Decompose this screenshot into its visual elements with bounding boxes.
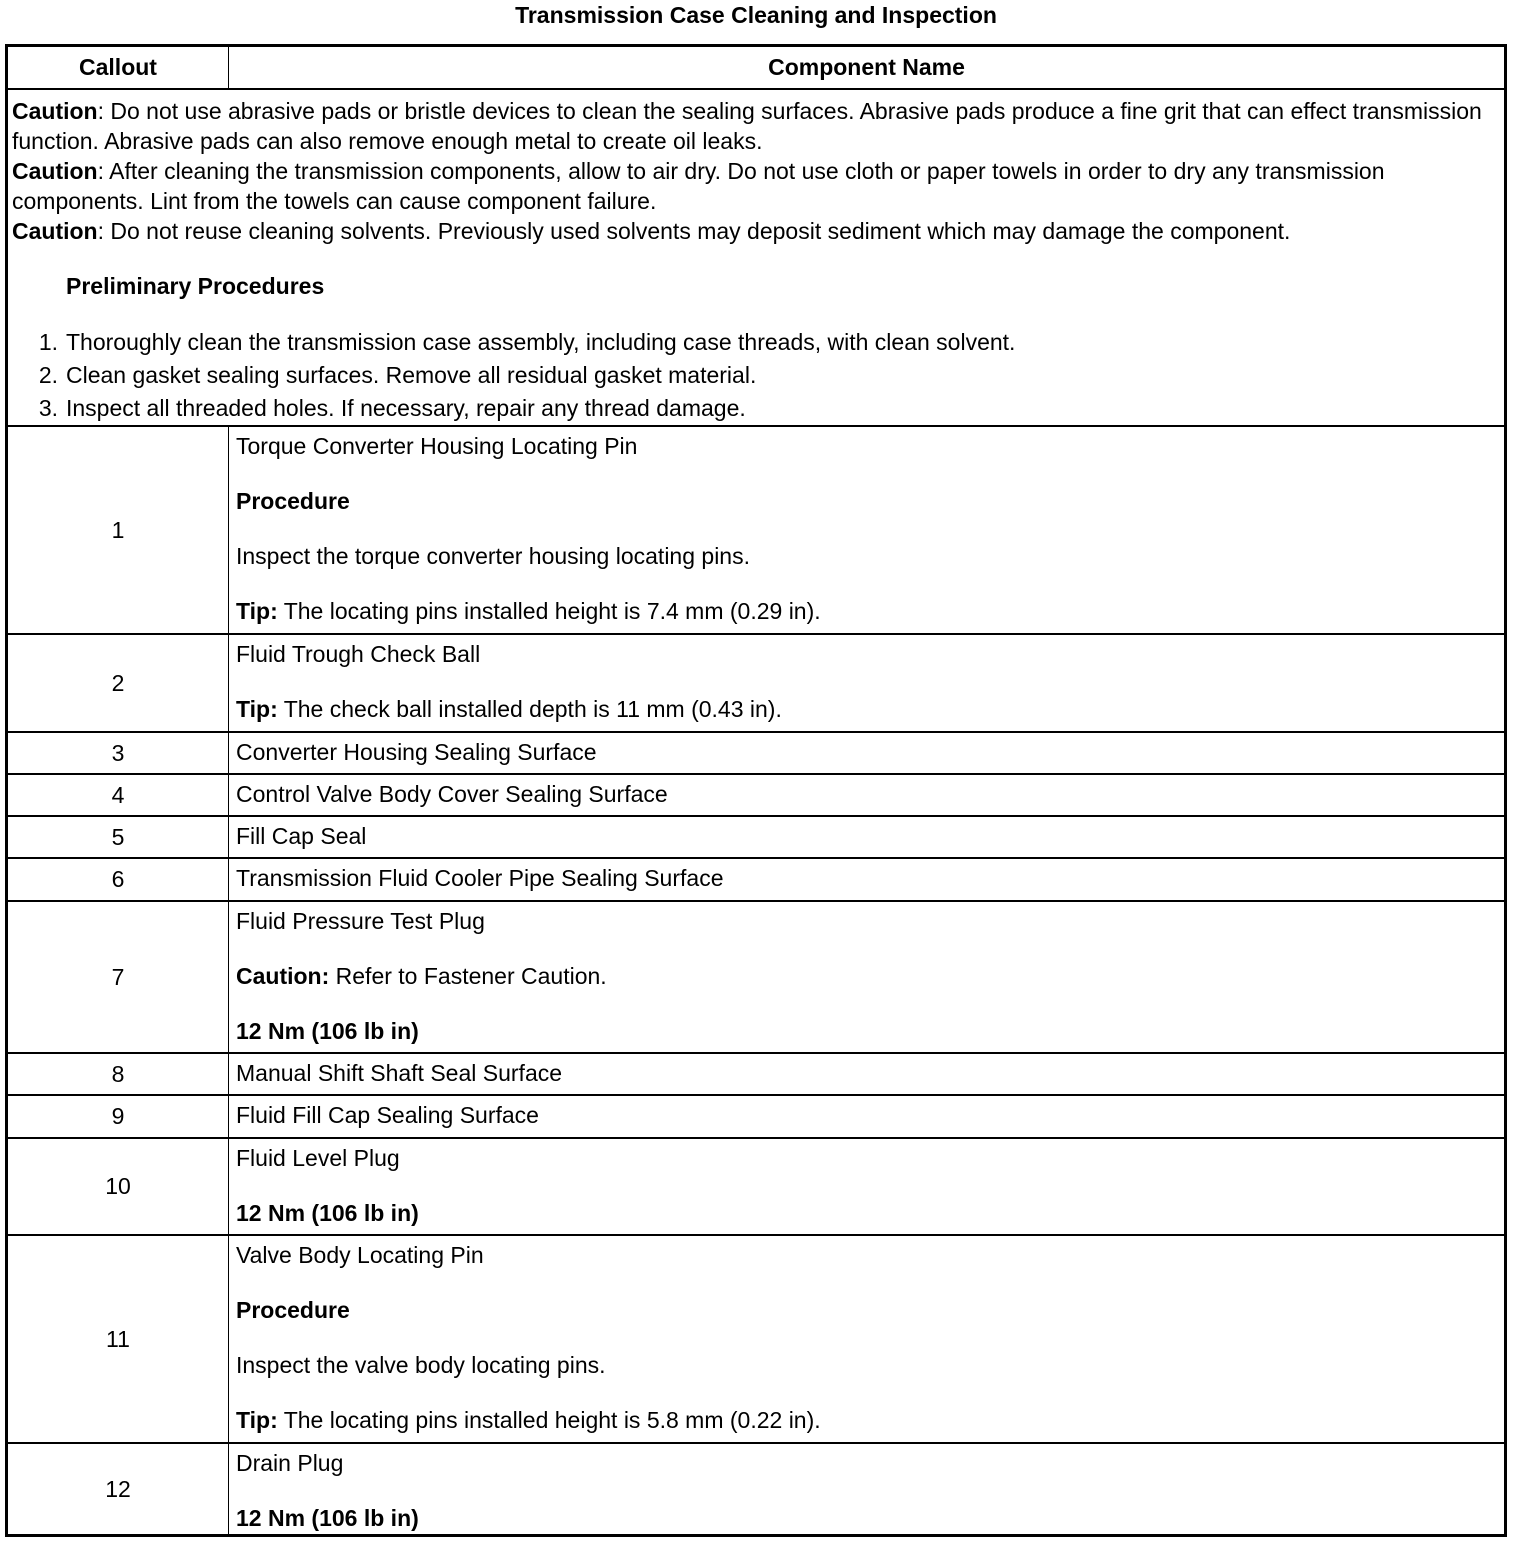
component-name: Transmission Fluid Cooler Pipe Sealing Surface [236, 865, 724, 891]
caution-label: Caution: [236, 963, 330, 989]
component-name: Converter Housing Sealing Surface [236, 739, 597, 765]
component-name: Fluid Fill Cap Sealing Surface [236, 1102, 539, 1128]
component-name: Fill Cap Seal [236, 823, 367, 849]
component-cell [228, 1139, 1504, 1234]
table-row [8, 815, 1504, 857]
caution-label: Caution [12, 218, 98, 244]
component-cell [228, 859, 1504, 900]
caution-note [12, 96, 1504, 156]
list-item [12, 326, 1504, 359]
list-item [12, 392, 1504, 425]
callout-number: 6 [111, 866, 125, 892]
callout-number: 11 [106, 1325, 130, 1352]
step-text: Thoroughly clean the transmission case assembly, including case threads, with clean solvent. [66, 329, 1016, 355]
tip-label: Tip: [236, 598, 278, 624]
table-row [8, 1442, 1504, 1534]
caution-note [12, 156, 1504, 216]
tip-note [236, 696, 1504, 723]
callout-number: 8 [111, 1060, 125, 1087]
callout-number: 7 [111, 963, 125, 990]
preliminary-steps-list [12, 326, 1504, 425]
component-cell [228, 775, 1504, 815]
caution-note [236, 963, 1504, 990]
component-name: Torque Converter Housing Locating Pin [236, 433, 638, 459]
component-name: Fluid Trough Check Ball [236, 641, 481, 667]
component-cell [228, 902, 1504, 1052]
callout-number: 10 [105, 1173, 131, 1199]
component-name: Drain Plug [236, 1450, 344, 1476]
component-cell [228, 1054, 1504, 1094]
step-number: 2. [38, 362, 58, 388]
table-row [8, 1094, 1504, 1137]
caution-text: : Do not use abrasive pads or bristle devices to clean the sealing surfaces. Abrasive pads produce a fine grit that can effect transmission function. Abrasive pads can also remove enough metal to create oil leaks. [12, 98, 1482, 154]
table-row [8, 1234, 1504, 1442]
step-text: Clean gasket sealing surfaces. Remove all residual gasket material. [66, 362, 757, 388]
step-number: 3. [38, 395, 58, 421]
tip-note [236, 1407, 1504, 1434]
table-row [8, 857, 1504, 900]
component-name: Valve Body Locating Pin [236, 1242, 484, 1268]
callout-column-header: Callout [79, 54, 157, 80]
table-row [8, 1052, 1504, 1094]
torque-spec: 12 Nm (106 lb in) [236, 1200, 419, 1226]
callout-number: 1 [111, 516, 125, 543]
tip-label: Tip: [236, 696, 278, 722]
component-name: Manual Shift Shaft Seal Surface [236, 1060, 563, 1086]
intro-section [8, 88, 1504, 425]
component-name: Fluid Pressure Test Plug [236, 908, 485, 934]
component-cell [228, 733, 1504, 773]
list-item [12, 359, 1504, 392]
table-header-row [8, 47, 1504, 88]
step-text: Inspect all threaded holes. If necessary, repair any thread damage. [66, 395, 746, 421]
document-title: Transmission Case Cleaning and Inspection [515, 2, 997, 28]
table-row [8, 731, 1504, 773]
tip-label: Tip: [236, 1407, 278, 1433]
torque-spec: 12 Nm (106 lb in) [236, 1018, 419, 1044]
component-name: Control Valve Body Cover Sealing Surface [236, 781, 668, 807]
table-row [8, 1137, 1504, 1234]
tip-text: The check ball installed depth is 11 mm (0.43 in). [277, 696, 782, 722]
caution-label: Caution [12, 158, 98, 184]
caution-text: Refer to Fastener Caution. [329, 963, 607, 989]
component-cell [228, 817, 1504, 857]
table-row [8, 900, 1504, 1052]
tip-note [236, 598, 1504, 625]
table-row [8, 425, 1504, 633]
preliminary-procedures-heading: Preliminary Procedures [66, 273, 325, 299]
torque-spec: 12 Nm (106 lb in) [236, 1505, 419, 1531]
caution-text: : Do not reuse cleaning solvents. Previously used solvents may deposit sediment which may damage the component. [97, 218, 1291, 244]
component-cell [228, 1444, 1504, 1534]
table-row [8, 633, 1504, 731]
component-name: Fluid Level Plug [236, 1145, 400, 1171]
callout-number: 4 [111, 781, 125, 808]
component-cell [228, 1096, 1504, 1137]
procedure-text: Inspect the valve body locating pins. [236, 1352, 606, 1378]
callout-number: 3 [111, 739, 125, 766]
component-table [5, 44, 1507, 1537]
table-row [8, 773, 1504, 815]
component-cell [228, 1236, 1504, 1442]
component-cell [228, 635, 1504, 731]
tip-text: The locating pins installed height is 5.8 mm (0.22 in). [277, 1407, 821, 1433]
callout-number: 5 [111, 823, 125, 850]
step-number: 1. [38, 329, 58, 355]
procedure-text: Inspect the torque converter housing locating pins. [236, 543, 750, 569]
tip-text: The locating pins installed height is 7.4 mm (0.29 in). [277, 598, 821, 624]
caution-label: Caution [12, 98, 98, 124]
callout-number: 12 [105, 1475, 131, 1502]
caution-text: : After cleaning the transmission components, allow to air dry. Do not use cloth or paper towels in order to dry any transmission components. Lint from the towels can cause component failure. [12, 158, 1385, 214]
component-name-column-header: Component Name [228, 47, 1504, 88]
callout-number: 9 [111, 1103, 125, 1129]
procedure-label: Procedure [236, 488, 350, 514]
procedure-label: Procedure [236, 1297, 350, 1323]
callout-number: 2 [111, 669, 125, 696]
component-cell [228, 427, 1504, 633]
caution-note [12, 216, 1504, 246]
